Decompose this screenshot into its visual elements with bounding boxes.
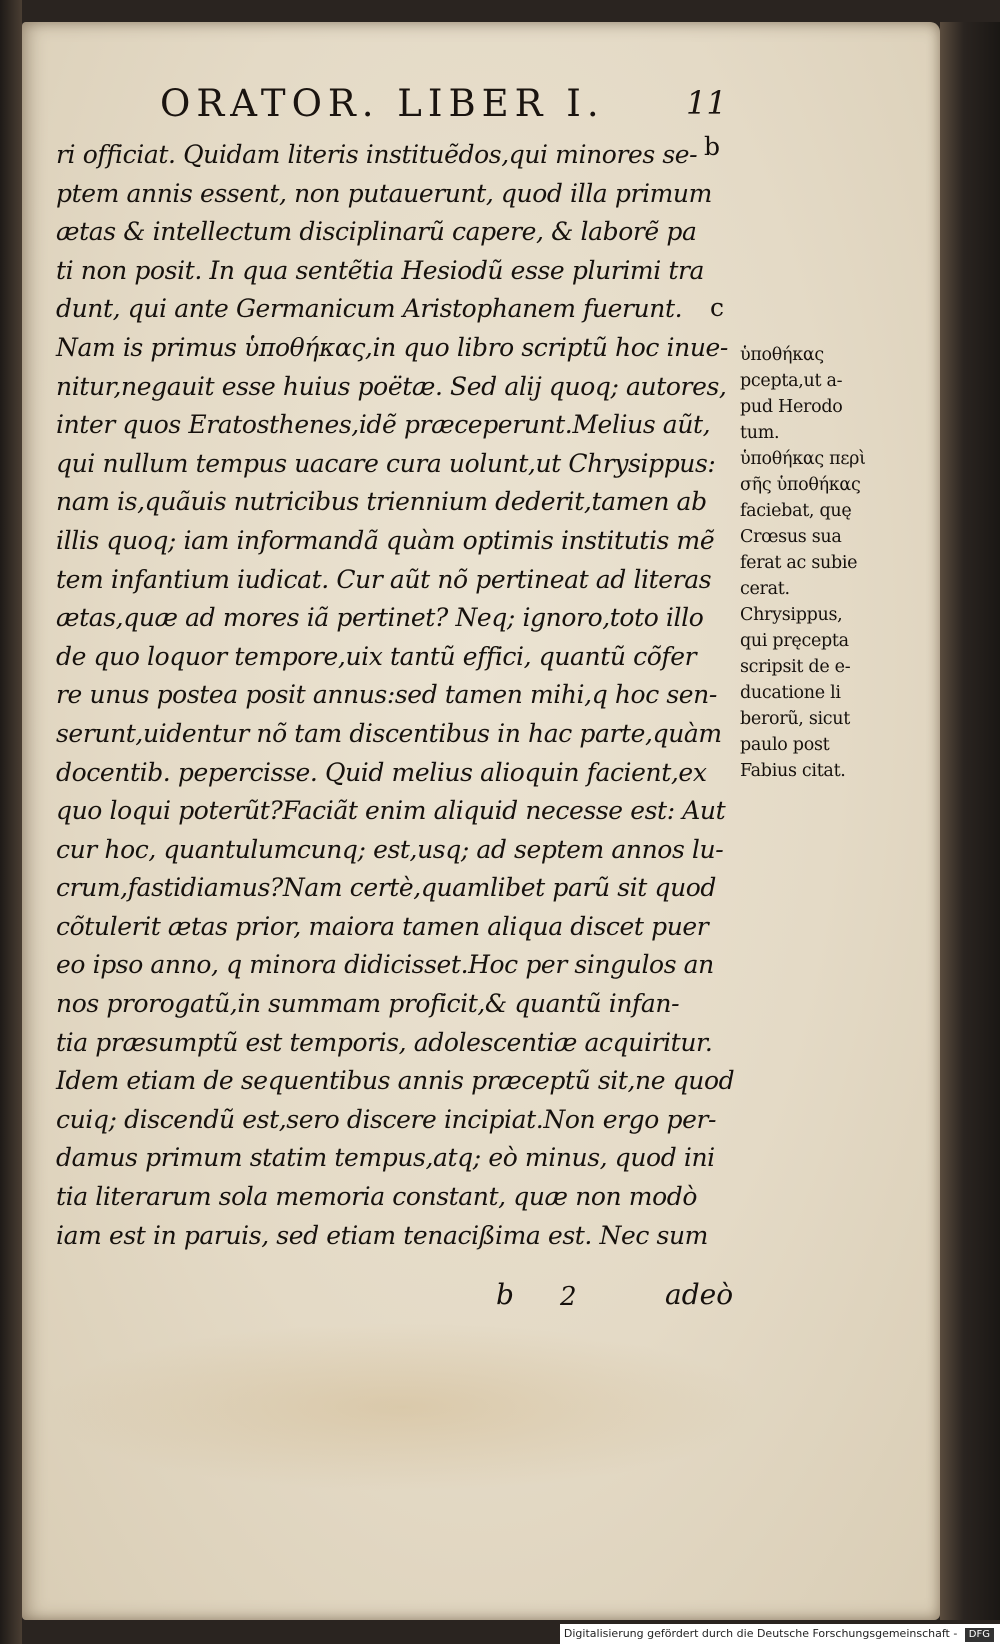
body-line: nam is,quãuis nutricibus triennium dederit,tamen ab (56, 487, 707, 517)
marginal-note-line: ὑποθήκας (740, 345, 824, 365)
dfg-logo: DFG (965, 1628, 994, 1642)
marginal-note-line: σῆς ὑποθήκας (740, 475, 861, 495)
marginal-note-line: Crœsus sua (740, 527, 842, 547)
body-line: damus primum statim tempus,atq; eò minus, quod ini (56, 1143, 715, 1173)
marginal-note-line: ferat ac subie (740, 553, 858, 573)
marginal-note-line: paulo post (740, 735, 830, 755)
body-line: quo loqui poterũt?Faciãt enim aliquid necesse est: Aut (56, 796, 726, 826)
body-line: Idem etiam de sequentibus annis præceptũ sit,ne quod (56, 1066, 735, 1096)
body-line: tem infantium iudicat. Cur aũt nõ pertineat ad literas (56, 564, 712, 594)
body-line: ptem annis essent, non putauerunt, quod illa primum (56, 178, 712, 208)
marginal-note-line: qui pręcepta (740, 631, 849, 651)
digitization-notice (560, 1624, 1000, 1644)
body-line: tia præsumptũ est temporis, adolescentiæ acquiritur. (56, 1027, 713, 1057)
section-letter-b: b (704, 132, 721, 161)
body-line: cõtulerit ætas prior, maiora tamen aliqua discet puer (56, 911, 709, 941)
marginal-note-line: scripsit de e- (740, 657, 851, 677)
body-line: docentib. pepercisse. Quid melius alioquin facient,ex (56, 757, 707, 787)
body-line: re unus postea posit annus:sed tamen mihi,q hoc sen- (56, 680, 717, 710)
marginal-notes (740, 342, 890, 784)
body-line: eo ipso anno, q minora didicisset.Hoc per singulos an (56, 950, 714, 980)
body-line: cur hoc, quantulumcunq; est,usq; ad septem annos lu- (56, 834, 724, 864)
signature-number: 2 (560, 1282, 577, 1312)
marginal-note-line: Fabius citat. (740, 761, 846, 781)
body-line: Nam is primus ὑποθήκας,in quo libro scriptũ hoc inue- (56, 332, 728, 362)
signature-mark: b (496, 1278, 514, 1311)
marginal-note-line: ὑποθήκας περὶ (740, 449, 866, 469)
body-line: dunt, qui ante Germanicum Aristophanem fuerunt. (56, 294, 683, 324)
marginal-note-line: berorũ, sicut (740, 709, 851, 729)
scan-right-edge (940, 22, 1000, 1620)
marginal-note-line: tum. (740, 423, 780, 443)
section-letter-c: c (710, 293, 725, 322)
catchword: adeò (665, 1278, 734, 1311)
body-line: iam est in paruis, sed etiam tenacißima est. Nec sum (56, 1220, 708, 1250)
body-line: illis quoq; iam informandã quàm optimis institutis mẽ (56, 525, 715, 555)
body-line: inter quos Eratosthenes,idẽ præceperunt.Melius aũt, (56, 410, 711, 440)
body-line: tia literarum sola memoria constant, quæ non modò (56, 1182, 698, 1212)
marginal-note-line: pcepta,ut a- (740, 371, 843, 391)
marginal-note-line: pud Herodo (740, 397, 843, 417)
running-head: ORATOR. LIBER I. (160, 82, 605, 125)
body-line: cuiq; discendũ est,sero discere incipiat.Non ergo per- (56, 1104, 717, 1134)
body-line: ri officiat. Quidam literis instituẽdos,qui minores se- (56, 140, 698, 169)
body-line: crum,fastidiamus?Nam certè,quamlibet parũ sit quod (56, 873, 717, 903)
body-line: nos prorogatũ,in summam proficit,& quantũ infan- (56, 989, 680, 1019)
body-line: ætas,quæ ad mores iã pertinet? Neq; ignoro,toto illo (56, 603, 704, 633)
body-line: ti non posit. In qua sentẽtia Hesiodũ esse plurimi tra (56, 255, 705, 285)
body-line: serunt,uidentur nõ tam discentibus in hac parte,quàm (56, 718, 722, 748)
body-line: ætas & intellectum disciplinarũ capere, & laborẽ pa (56, 217, 697, 247)
body-text (56, 136, 736, 1255)
water-stain (42, 1322, 762, 1492)
digitization-notice-text: Digitalisierung gefördert durch die Deutsche Forschungsgemeinschaft - (563, 1627, 958, 1640)
folio-number: 11 (686, 84, 727, 122)
marginal-note-line: Chrysippus, (740, 605, 843, 625)
marginal-note-line: cerat. (740, 579, 790, 599)
marginal-note-line: ducatione li (740, 683, 841, 703)
marginal-note-line: faciebat, quę (740, 501, 852, 521)
scan-left-shadow (0, 0, 22, 1644)
body-line: nitur,negauit esse huius poëtæ. Sed alij quoq; autores, (56, 371, 727, 401)
body-line: qui nullum tempus uacare cura uolunt,ut Chrysippus: (56, 448, 716, 478)
body-line: de quo loquor tempore,uix tantũ effici, quantũ cõfer (56, 641, 697, 671)
